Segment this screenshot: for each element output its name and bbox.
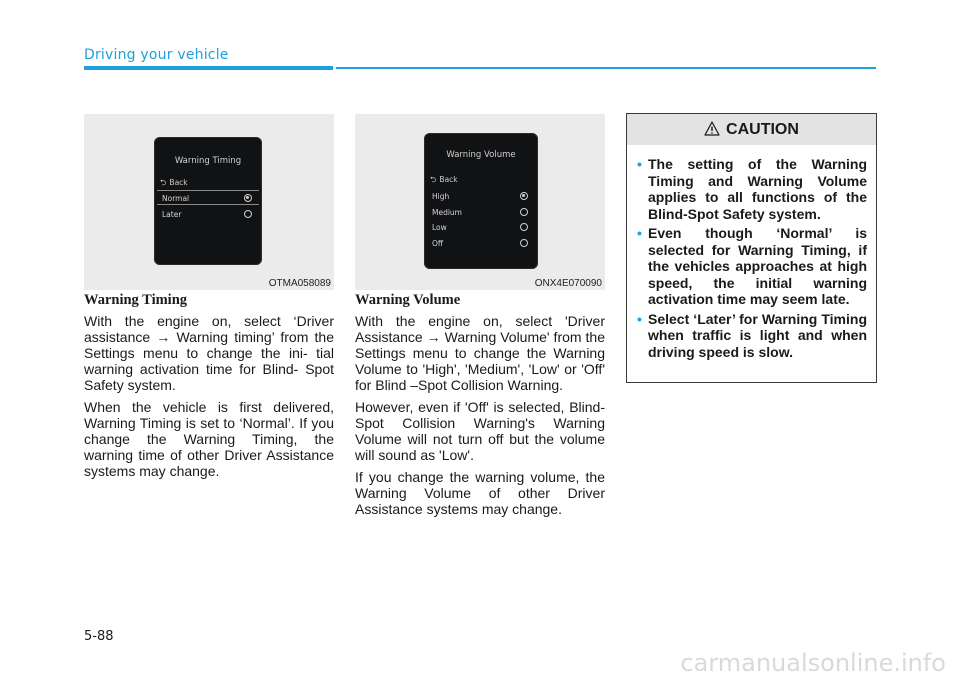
radio-selected-icon [520,192,528,200]
paragraph: When the vehicle is first delivered, Warning Timing is set to ‘Normal’. If you change the Warning Timing, the warning time of other Driver Assistance systems may change. [84,399,334,479]
page-number: 5-88 [84,629,114,644]
radio-selected-icon [244,194,252,202]
caution-title: CAUTION [726,121,799,138]
figure-code: OTMA058089 [268,278,331,289]
paragraph: With the engine on, select 'Driver Assistance → Warning Volume' from the Settings menu to change the Warning Volume to 'High', 'Medium', 'Low' or 'Off' for Blind –Spot Collision Warning. [355,313,605,393]
paragraph: However, even if 'Off' is selected, Blind-Spot Collision Warning's Warning Volume will not turn off but the volume will sound as 'Low'. [355,399,605,463]
option-later [157,207,259,222]
section-heading: Warning Volume [355,292,461,308]
caution-item: • Even though ‘Normal’ is selected for Warning Timing, if the vehicles approaches at high speed, the initial warning activation time may seem late. [637,225,867,308]
radio-icon [520,239,528,247]
section-title: Driving your vehicle [84,47,229,63]
caution-header [627,114,876,145]
option-label: High [432,192,450,201]
figure-code: ONX4E070090 [534,278,602,289]
option-label: Normal [162,194,190,203]
section-heading: Warning Timing [84,292,188,308]
warning-volume-section [355,292,605,523]
option-label: Low [432,223,447,232]
cluster-screen [424,133,538,269]
warning-triangle-icon [704,121,720,136]
radio-icon [244,210,252,218]
figure-warning-volume [355,114,605,290]
option-label: Off [432,239,444,248]
back-item [160,177,188,191]
cluster-screen [154,137,262,265]
caution-box [626,113,877,383]
figure-warning-timing [84,114,334,290]
back-arrow-icon: ⮌ [430,175,437,184]
option-low [427,220,535,235]
radio-icon [520,223,528,231]
paragraph: With the engine on, select ‘Driver assistance → Warning timing’ from the Settings menu to change the ini- tial warning activation time for Blind- Spot Safety system. [84,313,334,393]
back-item [430,174,458,188]
watermark: carmanualsonline.info [680,649,946,677]
option-normal [157,190,259,205]
warning-timing-section [84,292,334,485]
back-arrow-icon: ⮌ [160,178,167,187]
back-label: Back [169,178,188,187]
screen-title: Warning Volume [446,150,516,160]
caution-item: • The setting of the Warning Timing and Warning Volume applies to all functions of the Blind-Spot Safety system. [637,156,867,222]
caution-list [627,145,876,360]
option-medium [427,205,535,220]
option-label: Later [162,210,182,219]
caution-item: • Select ‘Later’ for Warning Timing when traffic is light and when driving speed is slow. [637,311,867,361]
header-rule-thick [84,66,333,70]
radio-icon [520,208,528,216]
header-rule-thin [336,67,876,69]
back-label: Back [439,175,458,184]
option-off [427,236,535,251]
option-label: Medium [432,208,462,217]
paragraph: If you change the warning volume, the Warning Volume of other Driver Assistance systems may change. [355,469,605,517]
option-high [427,189,535,204]
screen-title: Warning Timing [174,156,242,166]
